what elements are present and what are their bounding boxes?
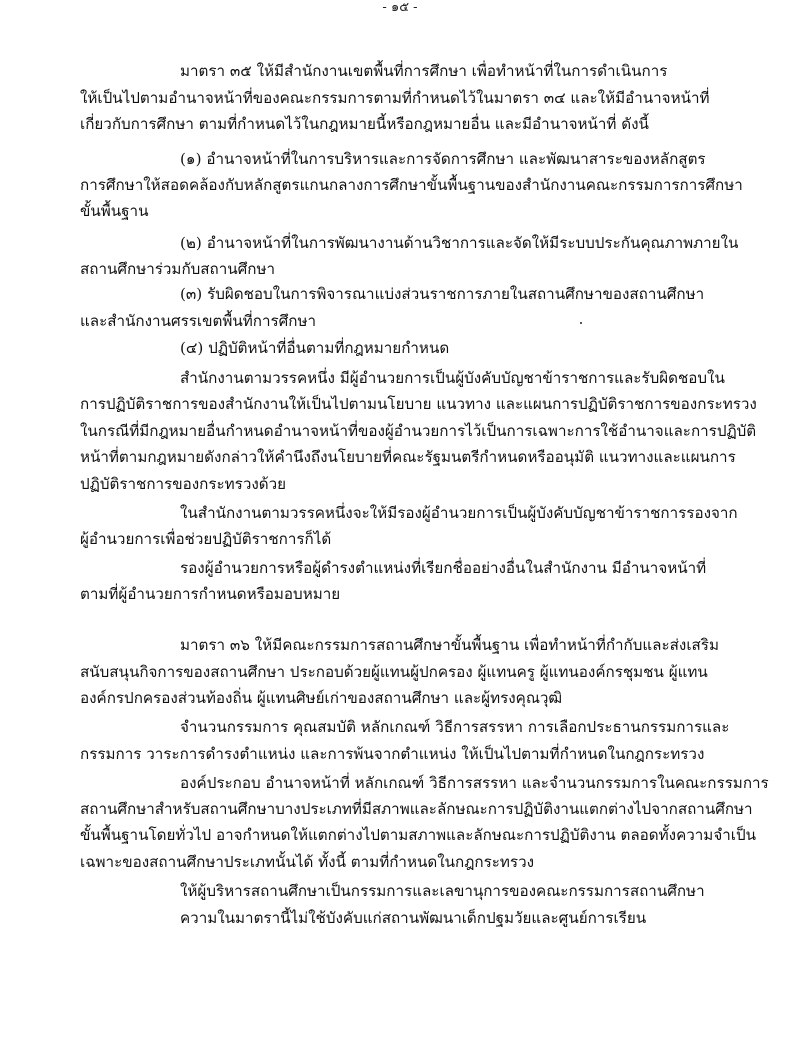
paragraph-line: (๔) ปฏิบัติหน้าที่อื่นตามที่กฎหมายกำหนด bbox=[180, 339, 450, 357]
paragraph-line: ขั้นพื้นฐาน bbox=[80, 202, 149, 220]
paragraph-line: รองผู้อำนวยการหรือผู้ดำรงตำแหน่งที่เรียกชื่ออย่างอื่นในสำนักงาน มีอำนาจหน้าที่ bbox=[180, 559, 707, 577]
paragraph-line: จำนวนกรรมการ คุณสมบัติ หลักเกณฑ์ วิธีการสรรหา การเลือกประธานกรรมการและ bbox=[180, 718, 730, 736]
paragraph-line: กรรมการ วาระการดำรงตำแหน่ง และการพ้นจากตำแหน่ง ให้เป็นไปตามที่กำหนดในกฎกระทรวง bbox=[80, 745, 705, 763]
paragraph-line: มาตรา ๓๕ ให้มีสำนักงานเขตพื้นที่การศึกษา เพื่อทำหน้าที่ในการดำเนินการ bbox=[180, 62, 668, 80]
paragraph-line: หน้าที่ตามกฎหมายดังกล่าวให้คำนึงถึงนโยบายที่คณะรัฐมนตรีกำหนดหรืออนุมัติ แนวทางและแผนการ bbox=[80, 448, 736, 466]
paragraph-line: ให้ผู้บริหารสถานศึกษาเป็นกรรมการและเลขานุการของคณะกรรมการสถานศึกษา bbox=[180, 882, 705, 900]
paragraph-line: (๒) อำนาจหน้าที่ในการพัฒนางานด้านวิชาการและจัดให้มีระบบประกันคุณภาพภายใน bbox=[180, 234, 739, 252]
paragraph-line: ตามที่ผู้อำนวยการกำหนดหรือมอบหมาย bbox=[80, 585, 341, 603]
paragraph-line: เฉพาะของสถานศึกษาประเภทนั้นได้ ทั้งนี้ ตามที่กำหนดในกฎกระทรวง bbox=[80, 853, 535, 871]
paragraph-line: สำนักงานตามวรรคหนึ่ง มีผู้อำนวยการเป็นผู้บังคับบัญชาข้าราชการและรับผิดชอบใน bbox=[180, 369, 725, 387]
paragraph-line: มาตรา ๓๖ ให้มีคณะกรรมการสถานศึกษาขั้นพื้นฐาน เพื่อทำหน้าที่กำกับและส่งเสริม bbox=[180, 636, 719, 654]
paragraph-line: ปฏิบัติราชการของกระทรวงด้วย bbox=[80, 475, 287, 493]
paragraph-line: องค์ประกอบ อำนาจหน้าที่ หลักเกณฑ์ วิธีการสรรหา และจำนวนกรรมการในคณะกรรมการ bbox=[180, 774, 769, 792]
paragraph-line: และสำนักงานศรรเขตพื้นที่การศึกษา bbox=[80, 312, 317, 330]
paragraph-line: (๓) รับผิดชอบในการพิจารณาแบ่งส่วนราชการภายในสถานศึกษาของสถานศึกษา bbox=[180, 285, 705, 303]
paragraph-line: องค์กรปกครองส่วนท้องถิ่น ผู้แทนศิษย์เก่าของสถานศึกษา และผู้ทรงคุณวุฒิ bbox=[80, 689, 563, 707]
paragraph-line: (๑) อำนาจหน้าที่ในการบริหารและการจัดการศึกษา และพัฒนาสาระของหลักสูตร bbox=[180, 150, 706, 168]
paragraph-line: ให้เป็นไปตามอำนาจหน้าที่ของคณะกรรมการตามที่กำหนดไว้ในมาตรา ๓๔ และให้มีอำนาจหน้าที่ bbox=[80, 89, 710, 107]
paragraph-line: ในกรณีที่มีกฎหมายอื่นกำหนดอำนาจหน้าที่ของผู้อำนวยการไว้เป็นการเฉพาะการใช้อำนาจและการปฏิบัติ bbox=[80, 422, 757, 440]
paragraph-line: ขั้นพื้นฐานโดยทั่วไป อาจกำหนดให้แตกต่างไปตามสภาพและลักษณะการปฏิบัติงาน ตลอดทั้งความจำเป็น bbox=[80, 826, 756, 844]
paragraph-line: การปฏิบัติราชการของสำนักงานให้เป็นไปตามนโยบาย แนวทาง และแผนการปฏิบัติราชการของกระทรวง bbox=[80, 395, 757, 413]
paragraph-line: การศึกษาให้สอดคล้องกับหลักสูตรแกนกลางการศึกษาขั้นพื้นฐานของสำนักงานคณะกรรมการการศึกษา bbox=[80, 176, 743, 194]
paragraph-line: สถานศึกษาร่วมกับสถานศึกษา bbox=[80, 260, 276, 278]
paragraph-line: สถานศึกษาสำหรับสถานศึกษาบางประเภทที่มีสภาพและลักษณะการปฏิบัติงานแตกต่างไปจากสถานศึกษา bbox=[80, 800, 753, 818]
page-number: - ๑๕ - bbox=[382, 0, 418, 15]
speck-mark bbox=[580, 322, 582, 324]
paragraph-line: ความในมาตรานี้ไม่ใช้บังคับแก่สถานพัฒนาเด็กปฐมวัยและศูนย์การเรียน bbox=[180, 909, 647, 927]
paragraph-line: เกี่ยวกับการศึกษา ตามที่กำหนดไว้ในกฎหมายนี้หรือกฎหมายอื่น และมีอำนาจหน้าที่ ดังนี้ bbox=[80, 115, 649, 133]
paragraph-line: ในสำนักงานตามวรรคหนึ่งจะให้มีรองผู้อำนวยการเป็นผู้บังคับบัญชาข้าราชการรองจาก bbox=[180, 504, 738, 522]
paragraph-line: ผู้อำนวยการเพื่อช่วยปฏิบัติราชการก็ได้ bbox=[80, 530, 332, 548]
paragraph-line: สนับสนุนกิจการของสถานศึกษา ประกอบด้วยผู้แทนผู้ปกครอง ผู้แทนครู ผู้แทนองค์กรชุมชน ผู้แทน bbox=[80, 663, 708, 681]
